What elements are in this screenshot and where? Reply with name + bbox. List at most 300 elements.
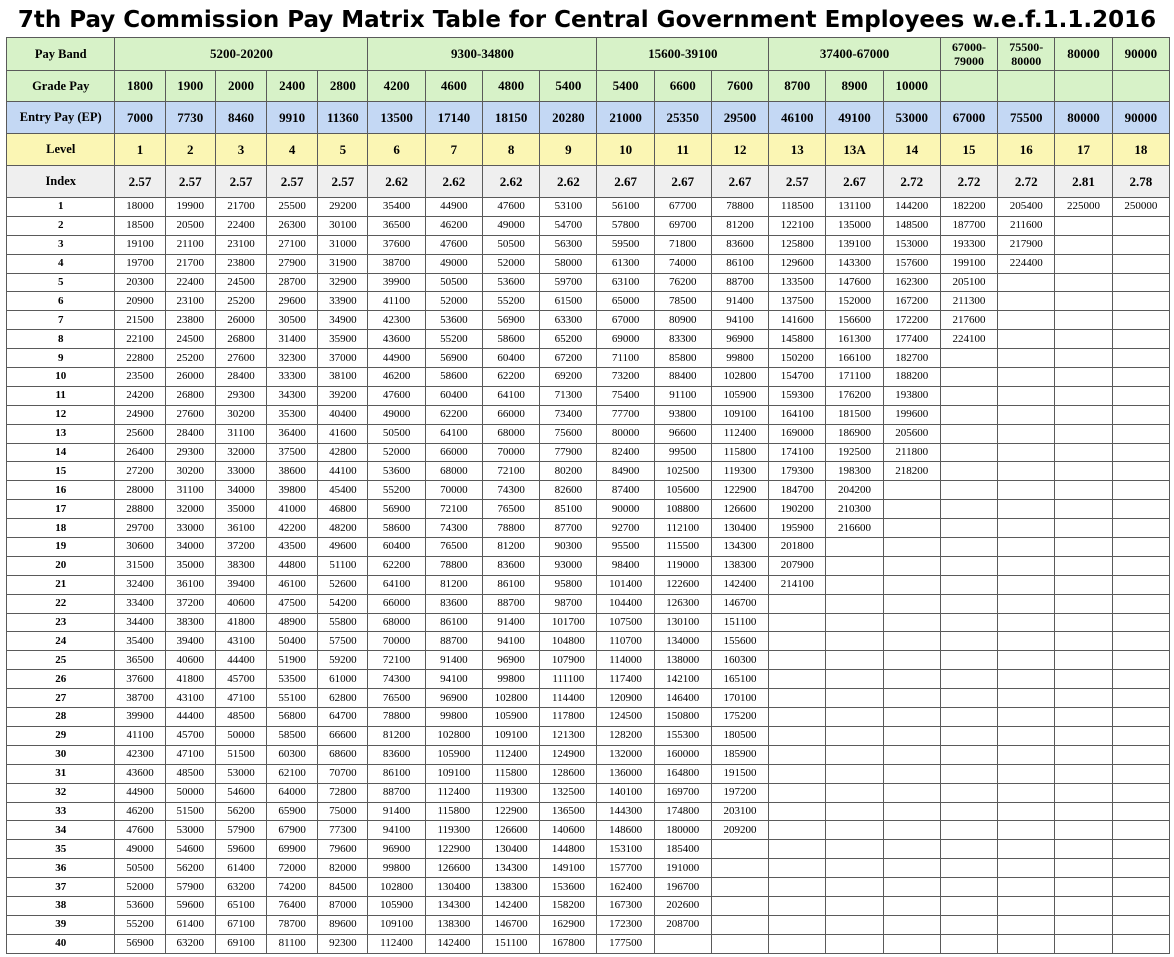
pay-cell: 30500 <box>267 311 318 330</box>
pay-cell: 37600 <box>115 670 165 689</box>
entry-pay-cell: 29500 <box>711 102 768 134</box>
pay-cell: 57500 <box>318 632 368 651</box>
pay-cell: 46100 <box>267 575 318 594</box>
pay-cell: 72000 <box>267 859 318 878</box>
pay-cell: 87000 <box>318 896 368 915</box>
pay-cell <box>826 651 883 670</box>
pay-cell: 47500 <box>267 594 318 613</box>
pay-cell: 78800 <box>711 198 768 217</box>
pay-cell <box>711 896 768 915</box>
pay-cell <box>883 934 940 953</box>
pay-cell: 92700 <box>597 519 654 538</box>
grade-pay-cell: 5400 <box>540 71 597 102</box>
pay-cell: 33400 <box>115 594 165 613</box>
table-row <box>7 330 1170 349</box>
pay-cell <box>883 802 940 821</box>
pay-cell: 47600 <box>425 235 482 254</box>
pay-cell: 77900 <box>540 443 597 462</box>
pay-cell: 99800 <box>482 670 539 689</box>
table-row <box>7 500 1170 519</box>
pay-cell: 65200 <box>540 330 597 349</box>
pay-cell <box>940 368 997 387</box>
entry-pay-cell: 17140 <box>425 102 482 134</box>
pay-cell: 167300 <box>597 896 654 915</box>
pay-cell: 122600 <box>654 575 711 594</box>
pay-cell <box>826 764 883 783</box>
pay-cell: 18000 <box>115 198 165 217</box>
pay-cell <box>1055 670 1112 689</box>
pay-cell <box>883 689 940 708</box>
pay-cell: 52000 <box>115 878 165 897</box>
pay-cell <box>940 764 997 783</box>
table-row <box>7 802 1170 821</box>
index-cell: 2.67 <box>654 166 711 198</box>
pay-cell <box>998 481 1055 500</box>
entry-pay-cell: 49100 <box>826 102 883 134</box>
pay-cell: 137500 <box>769 292 826 311</box>
level-cell: 5 <box>318 134 368 166</box>
table-row <box>7 519 1170 538</box>
pay-cell: 66600 <box>318 726 368 745</box>
index-label: Index <box>7 166 115 198</box>
pay-cell: 115800 <box>482 764 539 783</box>
level-cell: 12 <box>711 134 768 166</box>
pay-cell: 72100 <box>425 500 482 519</box>
pay-cell: 53600 <box>482 273 539 292</box>
row-number: 32 <box>7 783 115 802</box>
row-number: 11 <box>7 386 115 405</box>
pay-cell: 64700 <box>318 708 368 727</box>
pay-cell: 185400 <box>654 840 711 859</box>
pay-cell: 78700 <box>267 915 318 934</box>
entry-pay-cell: 7730 <box>165 102 215 134</box>
pay-cell: 108800 <box>654 500 711 519</box>
pay-cell <box>998 802 1055 821</box>
pay-cell <box>769 859 826 878</box>
pay-cell: 82600 <box>540 481 597 500</box>
pay-cell: 40600 <box>215 594 266 613</box>
pay-cell <box>1112 273 1169 292</box>
index-cell: 2.57 <box>769 166 826 198</box>
table-row <box>7 462 1170 481</box>
entry-pay-cell: 8460 <box>215 102 266 134</box>
pay-cell <box>1055 840 1112 859</box>
pay-cell: 162300 <box>883 273 940 292</box>
pay-cell <box>883 840 940 859</box>
pay-cell: 180000 <box>654 821 711 840</box>
pay-cell: 46800 <box>318 500 368 519</box>
row-number: 25 <box>7 651 115 670</box>
pay-cell: 67200 <box>540 349 597 368</box>
pay-cell <box>1055 500 1112 519</box>
pay-cell: 38700 <box>368 254 425 273</box>
pay-cell: 146400 <box>654 689 711 708</box>
grade-pay-cell <box>1112 71 1169 102</box>
pay-cell: 204200 <box>826 481 883 500</box>
pay-cell: 120900 <box>597 689 654 708</box>
pay-cell: 186900 <box>826 424 883 443</box>
pay-cell: 69900 <box>267 840 318 859</box>
pay-cell: 94100 <box>425 670 482 689</box>
table-row <box>7 556 1170 575</box>
pay-cell: 96900 <box>425 689 482 708</box>
table-row <box>7 443 1170 462</box>
pay-cell: 50500 <box>482 235 539 254</box>
table-row <box>7 538 1170 557</box>
pay-cell: 82000 <box>318 859 368 878</box>
pay-cell: 76400 <box>267 896 318 915</box>
pay-cell <box>883 538 940 557</box>
pay-cell: 94100 <box>482 632 539 651</box>
pay-cell: 96900 <box>711 330 768 349</box>
grade-pay-cell: 6600 <box>654 71 711 102</box>
pay-cell <box>940 915 997 934</box>
pay-cell: 38600 <box>267 462 318 481</box>
table-row <box>7 670 1170 689</box>
pay-cell: 167200 <box>883 292 940 311</box>
pay-cell <box>940 386 997 405</box>
pay-cell: 48500 <box>215 708 266 727</box>
pay-cell: 102500 <box>654 462 711 481</box>
pay-cell: 153600 <box>540 878 597 897</box>
pay-cell: 214100 <box>769 575 826 594</box>
pay-cell: 32300 <box>267 349 318 368</box>
pay-cell: 71800 <box>654 235 711 254</box>
pay-cell <box>1055 462 1112 481</box>
pay-cell: 201800 <box>769 538 826 557</box>
pay-cell <box>1112 368 1169 387</box>
pay-cell <box>940 840 997 859</box>
pay-cell: 27100 <box>267 235 318 254</box>
pay-cell: 193300 <box>940 235 997 254</box>
pay-cell: 129600 <box>769 254 826 273</box>
pay-cell: 77300 <box>318 821 368 840</box>
pay-cell <box>940 783 997 802</box>
pay-cell: 119000 <box>654 556 711 575</box>
pay-cell: 167800 <box>540 934 597 953</box>
index-cell: 2.62 <box>425 166 482 198</box>
pay-cell <box>1055 783 1112 802</box>
level-cell: 1 <box>115 134 165 166</box>
pay-cell: 26800 <box>165 386 215 405</box>
pay-band-cell: 9300-34800 <box>368 38 597 71</box>
pay-cell: 126600 <box>482 821 539 840</box>
pay-band-cell: 37400-67000 <box>769 38 941 71</box>
row-number: 5 <box>7 273 115 292</box>
pay-cell: 105900 <box>425 745 482 764</box>
pay-cell: 38100 <box>318 368 368 387</box>
level-cell: 15 <box>940 134 997 166</box>
pay-cell: 162400 <box>597 878 654 897</box>
pay-cell: 151100 <box>482 934 539 953</box>
pay-cell <box>940 651 997 670</box>
pay-band-cell: 5200-20200 <box>115 38 368 71</box>
pay-cell: 105600 <box>654 481 711 500</box>
table-row <box>7 745 1170 764</box>
pay-cell <box>1055 896 1112 915</box>
pay-cell: 83300 <box>654 330 711 349</box>
pay-cell: 65900 <box>267 802 318 821</box>
table-row <box>7 216 1170 235</box>
pay-band-cell: 90000 <box>1112 38 1169 71</box>
pay-cell: 99800 <box>711 349 768 368</box>
level-cell: 11 <box>654 134 711 166</box>
pay-cell: 98700 <box>540 594 597 613</box>
pay-cell: 39900 <box>115 708 165 727</box>
pay-cell <box>1112 821 1169 840</box>
pay-cell: 41100 <box>368 292 425 311</box>
entry-pay-cell: 25350 <box>654 102 711 134</box>
pay-cell: 44900 <box>425 198 482 217</box>
pay-cell <box>1055 386 1112 405</box>
pay-cell <box>769 670 826 689</box>
pay-cell: 75600 <box>540 424 597 443</box>
pay-cell: 110700 <box>597 632 654 651</box>
pay-cell <box>711 934 768 953</box>
pay-cell: 64100 <box>368 575 425 594</box>
pay-cell <box>1055 556 1112 575</box>
pay-cell: 49000 <box>482 216 539 235</box>
pay-cell: 55800 <box>318 613 368 632</box>
pay-cell: 74300 <box>425 519 482 538</box>
pay-cell <box>826 745 883 764</box>
pay-cell <box>1055 273 1112 292</box>
pay-cell: 195900 <box>769 519 826 538</box>
pay-cell: 37200 <box>215 538 266 557</box>
pay-cell: 24500 <box>165 330 215 349</box>
row-number: 22 <box>7 594 115 613</box>
pay-cell: 166100 <box>826 349 883 368</box>
pay-cell: 174100 <box>769 443 826 462</box>
pay-cell <box>940 745 997 764</box>
pay-cell: 197200 <box>711 783 768 802</box>
pay-cell: 31100 <box>215 424 266 443</box>
pay-cell: 25200 <box>215 292 266 311</box>
pay-cell: 107900 <box>540 651 597 670</box>
pay-cell: 91400 <box>711 292 768 311</box>
row-number: 13 <box>7 424 115 443</box>
pay-cell: 67000 <box>597 311 654 330</box>
pay-cell <box>883 915 940 934</box>
pay-cell <box>998 538 1055 557</box>
pay-cell <box>940 500 997 519</box>
pay-cell <box>998 424 1055 443</box>
pay-cell: 65000 <box>597 292 654 311</box>
pay-cell <box>1055 613 1112 632</box>
pay-cell: 19700 <box>115 254 165 273</box>
pay-cell <box>1112 575 1169 594</box>
pay-cell: 172200 <box>883 311 940 330</box>
pay-cell: 39900 <box>368 273 425 292</box>
pay-cell: 109100 <box>425 764 482 783</box>
pay-cell: 70000 <box>368 632 425 651</box>
level-cell: 2 <box>165 134 215 166</box>
pay-cell: 55200 <box>482 292 539 311</box>
row-number: 16 <box>7 481 115 500</box>
pay-cell: 188200 <box>883 368 940 387</box>
pay-cell: 117800 <box>540 708 597 727</box>
pay-cell: 102800 <box>425 726 482 745</box>
entry-pay-row <box>7 102 1170 134</box>
pay-cell: 90000 <box>597 500 654 519</box>
pay-cell: 57900 <box>215 821 266 840</box>
index-cell: 2.67 <box>711 166 768 198</box>
pay-cell <box>998 368 1055 387</box>
pay-cell: 36500 <box>115 651 165 670</box>
pay-cell: 90300 <box>540 538 597 557</box>
pay-cell: 53600 <box>368 462 425 481</box>
pay-cell: 138000 <box>654 651 711 670</box>
pay-cell: 107500 <box>597 613 654 632</box>
pay-cell: 205100 <box>940 273 997 292</box>
pay-cell <box>940 613 997 632</box>
row-number: 37 <box>7 878 115 897</box>
pay-cell: 26800 <box>215 330 266 349</box>
grade-pay-cell <box>940 71 997 102</box>
pay-cell <box>1112 538 1169 557</box>
pay-cell: 19100 <box>115 235 165 254</box>
grade-pay-cell <box>1055 71 1112 102</box>
pay-cell: 36500 <box>368 216 425 235</box>
pay-cell <box>826 613 883 632</box>
pay-cell: 96900 <box>368 840 425 859</box>
pay-cell: 211600 <box>998 216 1055 235</box>
table-row <box>7 878 1170 897</box>
pay-cell: 130100 <box>654 613 711 632</box>
pay-band-cell: 67000-79000 <box>940 38 997 71</box>
pay-cell: 177500 <box>597 934 654 953</box>
pay-cell: 124900 <box>540 745 597 764</box>
pay-cell: 78800 <box>482 519 539 538</box>
pay-cell <box>1055 292 1112 311</box>
pay-cell: 41600 <box>318 424 368 443</box>
pay-cell: 56200 <box>215 802 266 821</box>
pay-cell: 83600 <box>425 594 482 613</box>
pay-cell: 79600 <box>318 840 368 859</box>
level-cell: 18 <box>1112 134 1169 166</box>
pay-cell: 81200 <box>482 538 539 557</box>
pay-cell <box>1112 878 1169 897</box>
pay-cell: 52000 <box>368 443 425 462</box>
pay-cell: 42300 <box>368 311 425 330</box>
pay-cell: 30200 <box>215 405 266 424</box>
pay-cell: 36400 <box>267 424 318 443</box>
pay-cell: 56800 <box>267 708 318 727</box>
level-cell: 7 <box>425 134 482 166</box>
pay-cell: 70000 <box>482 443 539 462</box>
pay-cell: 115800 <box>425 802 482 821</box>
pay-cell: 86100 <box>425 613 482 632</box>
pay-cell: 60300 <box>267 745 318 764</box>
pay-cell: 43600 <box>368 330 425 349</box>
pay-cell: 51500 <box>165 802 215 821</box>
pay-band-label: Pay Band <box>7 38 115 71</box>
grade-pay-cell: 1900 <box>165 71 215 102</box>
pay-cell: 50500 <box>368 424 425 443</box>
pay-cell: 32000 <box>215 443 266 462</box>
pay-cell: 109100 <box>368 915 425 934</box>
pay-cell: 35300 <box>267 405 318 424</box>
pay-cell: 34000 <box>215 481 266 500</box>
pay-cell: 122900 <box>711 481 768 500</box>
pay-cell: 31100 <box>165 481 215 500</box>
pay-cell <box>998 594 1055 613</box>
pay-cell: 157700 <box>597 859 654 878</box>
table-row <box>7 651 1170 670</box>
index-cell: 2.72 <box>998 166 1055 198</box>
pay-cell: 51100 <box>318 556 368 575</box>
pay-cell: 117400 <box>597 670 654 689</box>
pay-cell <box>1112 764 1169 783</box>
pay-cell <box>998 273 1055 292</box>
row-number: 36 <box>7 859 115 878</box>
index-cell: 2.72 <box>883 166 940 198</box>
pay-cell: 86100 <box>711 254 768 273</box>
pay-cell <box>998 462 1055 481</box>
table-row <box>7 613 1170 632</box>
pay-cell <box>1055 519 1112 538</box>
table-row <box>7 254 1170 273</box>
pay-cell: 35400 <box>368 198 425 217</box>
index-row <box>7 166 1170 198</box>
pay-cell <box>998 519 1055 538</box>
pay-cell <box>1055 443 1112 462</box>
pay-cell: 70000 <box>425 481 482 500</box>
pay-cell: 26000 <box>165 368 215 387</box>
pay-cell: 44800 <box>267 556 318 575</box>
pay-cell: 146700 <box>711 594 768 613</box>
pay-cell <box>1112 254 1169 273</box>
pay-cell: 126300 <box>654 594 711 613</box>
pay-cell: 72100 <box>368 651 425 670</box>
pay-cell: 162900 <box>540 915 597 934</box>
pay-cell: 144300 <box>597 802 654 821</box>
pay-cell: 24200 <box>115 386 165 405</box>
pay-cell: 224400 <box>998 254 1055 273</box>
pay-cell: 63100 <box>597 273 654 292</box>
pay-cell: 60400 <box>482 349 539 368</box>
pay-cell <box>769 802 826 821</box>
pay-cell <box>998 726 1055 745</box>
pay-cell <box>940 708 997 727</box>
pay-cell <box>940 726 997 745</box>
pay-cell <box>826 896 883 915</box>
table-row <box>7 235 1170 254</box>
pay-cell: 37000 <box>318 349 368 368</box>
grade-pay-cell: 1800 <box>115 71 165 102</box>
pay-cell <box>1055 424 1112 443</box>
pay-cell: 131100 <box>826 198 883 217</box>
pay-cell: 170100 <box>711 689 768 708</box>
row-number: 30 <box>7 745 115 764</box>
pay-cell <box>883 708 940 727</box>
pay-cell <box>883 481 940 500</box>
pay-cell <box>883 556 940 575</box>
pay-cell: 62200 <box>482 368 539 387</box>
pay-cell: 115500 <box>654 538 711 557</box>
pay-cell: 46200 <box>368 368 425 387</box>
pay-cell: 147600 <box>826 273 883 292</box>
pay-cell <box>940 519 997 538</box>
pay-cell <box>883 519 940 538</box>
pay-cell: 104400 <box>597 594 654 613</box>
pay-cell: 78800 <box>425 556 482 575</box>
pay-cell <box>883 575 940 594</box>
pay-cell: 119300 <box>711 462 768 481</box>
pay-cell: 144800 <box>540 840 597 859</box>
pay-cell: 43600 <box>115 764 165 783</box>
pay-cell <box>1112 802 1169 821</box>
